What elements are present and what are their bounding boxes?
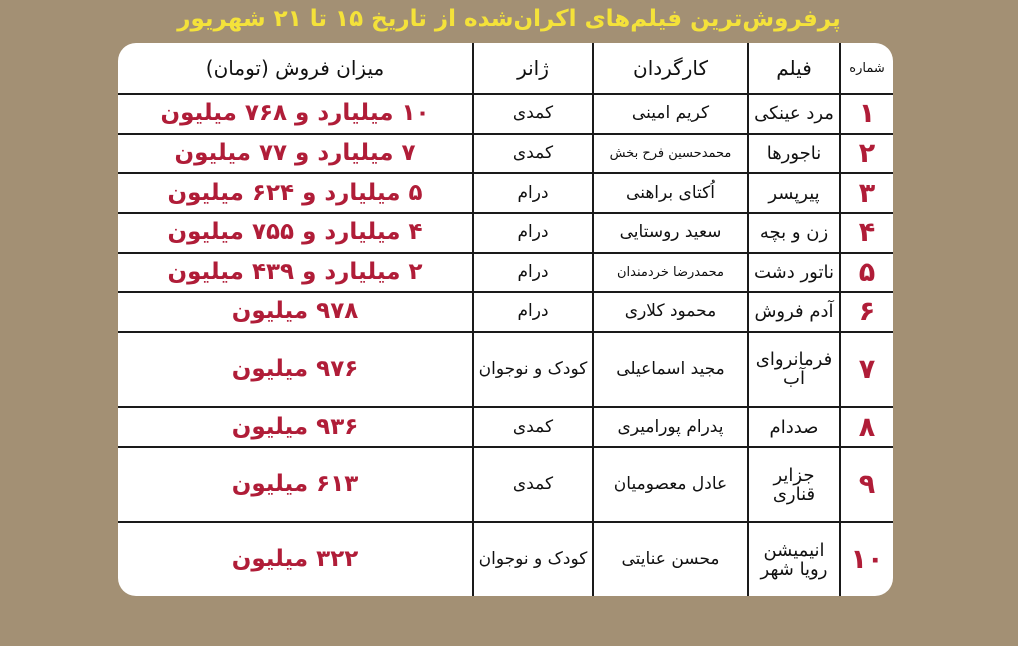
- table-row: [118, 173, 893, 213]
- row-director: مجید اسماعیلی: [593, 332, 748, 407]
- row-film: زن و بچه: [748, 213, 840, 253]
- row-number: ۲: [840, 134, 893, 174]
- table-row: [118, 292, 893, 332]
- row-number: ۳: [840, 173, 893, 213]
- row-genre: درام: [473, 292, 593, 332]
- table-row: [118, 332, 893, 407]
- header-genre: ژانر: [473, 43, 593, 94]
- header-director: کارگردان: [593, 43, 748, 94]
- row-number: ۷: [840, 332, 893, 407]
- row-film: فرمانروای آب: [748, 332, 840, 407]
- header-film: فیلم: [748, 43, 840, 94]
- page-title: پرفروش‌ترین فیلم‌های اکران‌شده از تاریخ ۱۵ تا ۲۱ شهریور: [177, 6, 841, 32]
- table-row: [118, 447, 893, 522]
- row-film: مرد عینکی: [748, 94, 840, 134]
- row-number: ۱۰: [840, 522, 893, 596]
- table-row: [118, 407, 893, 447]
- row-sales: ۳۲۲ میلیون: [118, 522, 473, 596]
- row-film: جزایر قناری: [748, 447, 840, 522]
- row-sales: ۴ میلیارد و ۷۵۵ میلیون: [118, 213, 473, 253]
- row-number: ۱: [840, 94, 893, 134]
- row-genre: کودک و نوجوان: [473, 522, 593, 596]
- table-header-row: [118, 43, 893, 94]
- row-number: ۴: [840, 213, 893, 253]
- row-genre: کودک و نوجوان: [473, 332, 593, 407]
- row-sales: ۶۱۳ میلیون: [118, 447, 473, 522]
- row-sales: ۱۰ میلیارد و ۷۶۸ میلیون: [118, 94, 473, 134]
- row-number: ۶: [840, 292, 893, 332]
- row-director: اُکتای براهنی: [593, 173, 748, 213]
- row-director: محمدحسین فرح بخش: [593, 134, 748, 174]
- table-row: [118, 94, 893, 134]
- row-film: صددام: [748, 407, 840, 447]
- row-director: کریم امینی: [593, 94, 748, 134]
- row-film: آدم فروش: [748, 292, 840, 332]
- row-genre: کمدی: [473, 94, 593, 134]
- row-film: انیمیشن رویا شهر: [748, 522, 840, 596]
- table-row: [118, 522, 893, 596]
- table-row: [118, 134, 893, 174]
- row-number: ۵: [840, 253, 893, 293]
- row-genre: کمدی: [473, 134, 593, 174]
- row-genre: درام: [473, 253, 593, 293]
- row-sales: ۵ میلیارد و ۶۲۴ میلیون: [118, 173, 473, 213]
- row-film: ناتور دشت: [748, 253, 840, 293]
- row-director: سعید روستایی: [593, 213, 748, 253]
- row-sales: ۹۳۶ میلیون: [118, 407, 473, 447]
- header-sales: میزان فروش (تومان): [118, 43, 473, 94]
- table-row: [118, 213, 893, 253]
- row-director: عادل معصومیان: [593, 447, 748, 522]
- row-sales: ۷ میلیارد و ۷۷ میلیون: [118, 134, 473, 174]
- row-director: پدرام پورامیری: [593, 407, 748, 447]
- sales-table-card: [118, 43, 893, 596]
- row-film: ناجورها: [748, 134, 840, 174]
- row-director: محمدرضا خردمندان: [593, 253, 748, 293]
- row-number: ۹: [840, 447, 893, 522]
- row-genre: کمدی: [473, 447, 593, 522]
- row-sales: ۲ میلیارد و ۴۳۹ میلیون: [118, 253, 473, 293]
- row-genre: درام: [473, 173, 593, 213]
- row-film: پیرپسر: [748, 173, 840, 213]
- box-office-table: [118, 43, 893, 596]
- row-director: محسن عنایتی: [593, 522, 748, 596]
- row-number: ۸: [840, 407, 893, 447]
- row-sales: ۹۷۸ میلیون: [118, 292, 473, 332]
- row-director: محمود کلاری: [593, 292, 748, 332]
- header-number: شماره: [840, 43, 893, 94]
- table-row: [118, 253, 893, 293]
- row-genre: درام: [473, 213, 593, 253]
- row-genre: کمدی: [473, 407, 593, 447]
- row-sales: ۹۷۶ میلیون: [118, 332, 473, 407]
